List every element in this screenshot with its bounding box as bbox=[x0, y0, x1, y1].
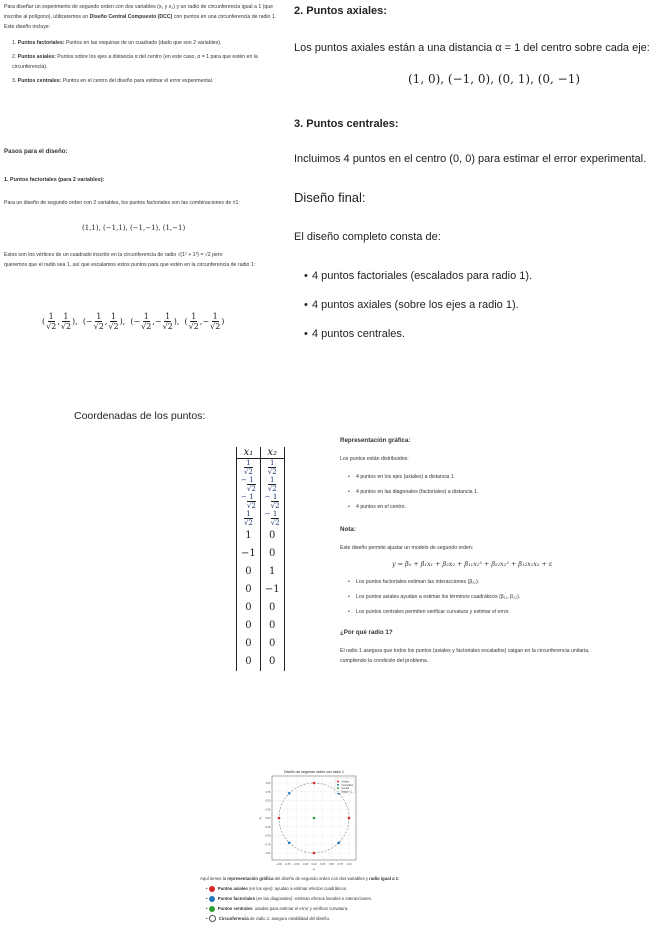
table-row bbox=[237, 476, 285, 493]
model-equation: y = β₀ + β₁x₁ + β₂x₂ + β₁₁x₁² + β₂₂x₂² + β₁₂x₁x₂ + ε bbox=[392, 560, 553, 568]
x-tick-label: 1.00 bbox=[346, 863, 352, 866]
table-cell: 0 bbox=[269, 638, 276, 649]
distribution-list bbox=[340, 470, 610, 515]
table-row bbox=[237, 510, 285, 527]
list-item: • 4 puntos factoriales (escalados para radio 1). bbox=[312, 262, 600, 291]
table-row bbox=[237, 617, 285, 635]
data-point bbox=[288, 792, 291, 795]
list-item: • 4 puntos centrales. bbox=[312, 320, 600, 349]
column-header-x1: x₁ bbox=[237, 447, 261, 459]
chart-caption bbox=[200, 874, 500, 924]
vertices-text: Estos son los vértices de un cuadrado inscrito en la circunferencia de radio √(1² + 1²) = √2 pero queremos que el radio sea 1, así que escalamos estos puntos para que estén en la circunferencia de radio 1: bbox=[4, 252, 256, 268]
why-radius-text: El radio 1 asegura que todos los puntos (axiales y factoriales escalados) caigan en la circunferencia unitaria, cumpliendo la condición del problema. bbox=[340, 648, 590, 664]
table-cell: 0 bbox=[269, 620, 276, 631]
why-radius-heading: ¿Por qué radio 1? bbox=[340, 629, 393, 636]
axial-text: Los puntos axiales están a una distancia α = 1 del centro sobre cada eje: bbox=[294, 42, 650, 54]
table-cell: − $\frac{1}{√2}$ bbox=[264, 493, 280, 510]
list-item: • 4 puntos en los ejes (axiales) a distancia 1. bbox=[356, 470, 610, 485]
x-tick-label: -0.25 bbox=[302, 863, 309, 866]
legend-label: Axiales bbox=[341, 780, 350, 784]
table-cell: 0 bbox=[237, 617, 261, 635]
graph-info-section bbox=[340, 436, 610, 666]
data-point bbox=[348, 817, 351, 820]
table-cell: 0 bbox=[237, 635, 261, 653]
graph-info-heading: Representación gráfica: bbox=[340, 437, 411, 444]
y-tick-label: 0.50 bbox=[265, 799, 271, 803]
table-cell: 0 bbox=[237, 563, 261, 581]
steps-heading: Pasos para el diseño: bbox=[4, 148, 68, 155]
factorial-points: (1,1), (−1,1), (−1,−1), (1,−1) bbox=[82, 224, 186, 232]
scaled-factorial-points bbox=[42, 312, 224, 331]
table-row bbox=[237, 635, 285, 653]
table-row bbox=[237, 599, 285, 617]
x-tick-label: 0.00 bbox=[311, 863, 317, 866]
note-heading: Nota: bbox=[340, 526, 356, 533]
x-tick-label: -0.50 bbox=[293, 863, 300, 866]
data-point bbox=[313, 817, 316, 820]
x-tick-label: 0.50 bbox=[328, 863, 335, 866]
data-point bbox=[278, 817, 281, 820]
y-tick-label: -0.75 bbox=[264, 843, 271, 847]
final-design-text: El diseño completo consta de: bbox=[294, 231, 441, 243]
final-design-list bbox=[300, 262, 600, 349]
design-chart bbox=[258, 764, 376, 876]
legend-label: Radio = 1 bbox=[341, 790, 352, 794]
y-tick-label: 0.00 bbox=[265, 817, 271, 820]
model-notes-list bbox=[340, 575, 610, 620]
y-tick-label: -0.50 bbox=[264, 834, 271, 838]
distributed-text: Los puntos están distribuidos: bbox=[340, 456, 409, 462]
table-cell: $\frac{1}{√2}$ bbox=[237, 459, 261, 477]
factorial-text: Para un diseño de segundo orden con 2 variables, los puntos factoriales son las combinaciones de ±1: bbox=[4, 200, 240, 206]
list-item: 1. Puntos factoriales: Puntos en las esquinas de un cuadrado (dado que son 2 variables). bbox=[12, 40, 222, 46]
y-axis-label: x₂ bbox=[258, 816, 262, 820]
table-row bbox=[237, 563, 285, 581]
table-cell: 1 bbox=[269, 566, 276, 577]
table-row bbox=[237, 653, 285, 671]
table-row bbox=[237, 545, 285, 563]
data-point bbox=[337, 841, 340, 844]
x-tick-label: -1.00 bbox=[276, 863, 282, 866]
caption-list bbox=[200, 884, 500, 924]
data-point bbox=[313, 852, 316, 855]
red-dot-icon bbox=[209, 886, 215, 892]
axial-points: (1, 0), (−1, 0), (0, 1), (0, −1) bbox=[408, 72, 581, 86]
central-text: Incluimos 4 puntos en el centro (0, 0) para estimar el error experimental. bbox=[294, 153, 647, 165]
table-cell: 0 bbox=[269, 656, 276, 667]
scaled-point: (− $\frac{1}{√2}$ ,− $\frac{1}{√2}$ ), bbox=[130, 312, 180, 331]
list-item: • 4 puntos axiales (sobre los ejes a radio 1). bbox=[312, 291, 600, 320]
chart-title: Diseño de segundo orden con radio 1 bbox=[284, 770, 344, 774]
legend-label: Central bbox=[341, 787, 350, 791]
x-tick-label: -0.75 bbox=[284, 863, 291, 866]
design-includes-list bbox=[4, 38, 280, 86]
intro-section bbox=[4, 2, 280, 86]
list-item: • Circunferencia de radio 1: asegura rotabilidad del diseño. bbox=[206, 916, 331, 921]
scaled-point: ( $\frac{1}{√2}$ , $\frac{1}{√2}$ ), bbox=[42, 312, 78, 331]
table-row bbox=[237, 581, 285, 599]
data-point bbox=[313, 782, 316, 785]
scaled-point: (− $\frac{1}{√2}$ , $\frac{1}{√2}$ ), bbox=[82, 312, 126, 331]
x-axis-label: x₁ bbox=[312, 867, 316, 871]
y-tick-label: -1.00 bbox=[264, 852, 271, 855]
axial-heading: 2. Puntos axiales: bbox=[294, 5, 387, 17]
list-item: • Puntos centrales: usados para estimar el error y verificar curvatura. bbox=[206, 906, 349, 911]
list-item: 3. Puntos centrales: Puntos en el centro del diseño para estimar el error experimental. bbox=[12, 78, 214, 84]
coords-title: Coordenadas de los puntos: bbox=[74, 410, 206, 422]
table-cell: 0 bbox=[269, 602, 276, 613]
y-tick-label: 1.00 bbox=[265, 782, 271, 785]
factorial-heading: 1. Puntos factoriales (para 2 variables): bbox=[4, 177, 105, 183]
data-point bbox=[288, 841, 291, 844]
list-item: • 4 puntos en el centro. bbox=[356, 500, 610, 515]
y-tick-label: 0.75 bbox=[265, 790, 271, 794]
table-cell: $\frac{1}{√2}$ bbox=[267, 476, 277, 493]
table-cell: − $\frac{1}{√2}$ bbox=[237, 476, 261, 493]
table-cell: 0 bbox=[237, 653, 261, 671]
table-cell: 0 bbox=[237, 581, 261, 599]
table-row bbox=[237, 459, 285, 477]
table-cell: 0 bbox=[269, 548, 276, 559]
list-item: • 4 puntos en las diagonales (factoriales) a distancia 1. bbox=[356, 485, 610, 500]
x-tick-label: 0.75 bbox=[337, 863, 343, 866]
list-item: • Puntos factoriales (en las diagonales): estiman efectos lineales e interacciones. bbox=[206, 896, 372, 901]
central-heading: 3. Puntos centrales: bbox=[294, 118, 399, 130]
legend-swatch bbox=[337, 787, 339, 789]
column-header-x2: x₂ bbox=[260, 447, 284, 459]
legend-swatch bbox=[337, 784, 339, 786]
final-design-heading: Diseño final: bbox=[294, 190, 366, 205]
y-tick-label: -0.25 bbox=[264, 825, 271, 829]
scaled-point: ( $\frac{1}{√2}$ ,− $\frac{1}{√2}$ ) bbox=[184, 312, 225, 331]
table-cell: −1 bbox=[237, 545, 261, 563]
table-cell: 0 bbox=[269, 530, 276, 541]
table-cell: $\frac{1}{√2}$ bbox=[267, 459, 277, 476]
list-item: • Los puntos factoriales estiman las interacciones (β₁₂). bbox=[356, 575, 610, 590]
green-dot-icon bbox=[209, 906, 215, 912]
table-cell: −1 bbox=[264, 584, 280, 595]
circle-outline-icon bbox=[209, 915, 216, 922]
table-row bbox=[237, 493, 285, 510]
table-cell: 1 bbox=[237, 527, 261, 545]
list-item: 2. Puntos axiales: Puntos sobre los ejes a distancia α del centro (en este caso, α = 1 para que estén en la circunferencia). bbox=[12, 54, 258, 70]
scatter-plot bbox=[258, 764, 376, 876]
table-cell: − $\frac{1}{√2}$ bbox=[237, 493, 261, 510]
legend-label: Factoriales bbox=[341, 783, 354, 787]
table-cell: − $\frac{1}{√2}$ bbox=[264, 510, 280, 527]
coords-table bbox=[236, 447, 285, 671]
note-text: Este diseño permite ajustar un modelo de segundo orden: bbox=[340, 545, 474, 551]
intro-paragraph: Para diseñar un experimento de segundo orden con dos variables (x₁ y x₂) y un radio de circunferencia igual a 1 (que inscribe al polígono), utilizaremos un Diseño Central Compuesto (DCC) con puntos en una circunferencia de radio 1. Este diseño incluye: bbox=[4, 4, 277, 30]
list-item: • Los puntos axiales ayudan a estimar los términos cuadráticos (β₁₁, β₂₂). bbox=[356, 590, 610, 605]
table-cell: $\frac{1}{√2}$ bbox=[237, 510, 261, 527]
legend-swatch bbox=[337, 781, 339, 783]
table-row bbox=[237, 527, 285, 545]
y-tick-label: 0.25 bbox=[265, 808, 271, 812]
list-item: • Los puntos centrales permiten verificar curvatura y estimar el error. bbox=[356, 605, 610, 620]
caption-lead: Aquí tienes la representación gráfica del diseño de segundo orden con dos variables y radio igual a 1: bbox=[200, 876, 400, 881]
x-tick-label: 0.25 bbox=[320, 863, 326, 866]
table-cell: 0 bbox=[237, 599, 261, 617]
blue-dot-icon bbox=[209, 896, 215, 902]
list-item: • Puntos axiales (en los ejes): ayudan a estimar efectos cuadráticos. bbox=[206, 886, 348, 891]
